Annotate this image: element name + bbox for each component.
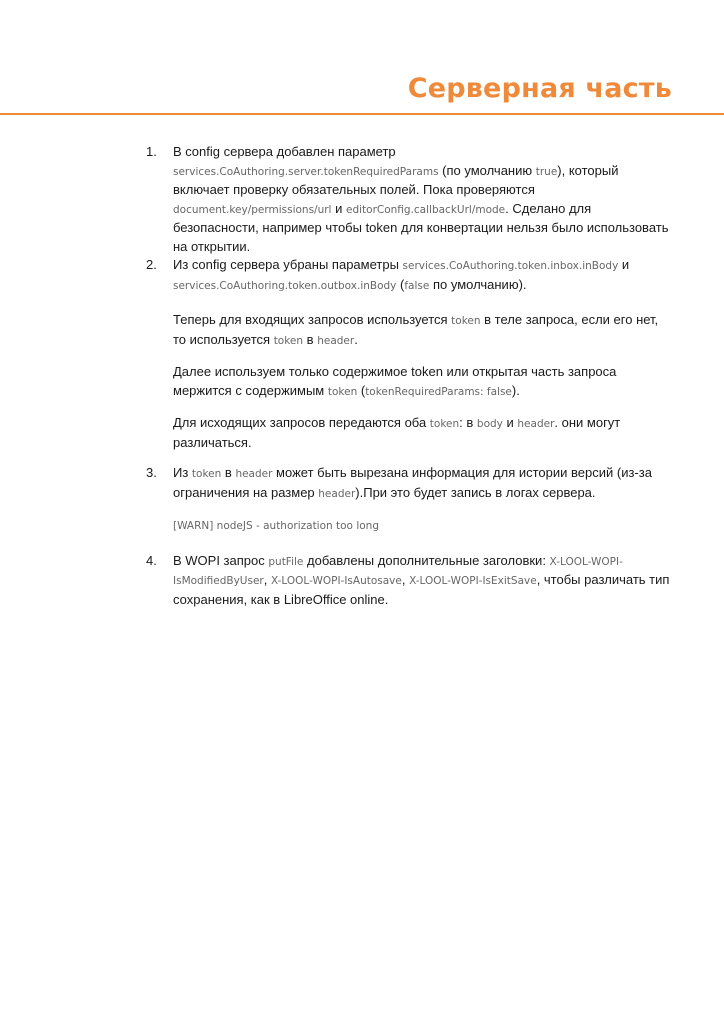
item-number: 2. <box>146 257 157 272</box>
item-text <box>173 143 674 256</box>
text: добавлены дополнительные заголовки: <box>303 552 550 568</box>
code: services.CoAuthoring.server.tokenRequiredParams <box>173 165 439 178</box>
text: ( <box>396 276 405 292</box>
text: ), который включает проверку обязательных полей. Пока проверяются <box>173 162 619 197</box>
code: token <box>429 418 460 430</box>
text: в теле запроса, если его нет, то используется <box>173 312 659 347</box>
list-item-2 <box>146 256 674 452</box>
item-number: 1. <box>146 144 157 159</box>
item-text <box>173 256 674 452</box>
code: tokenRequiredParams: false <box>365 385 512 398</box>
code: true <box>535 165 558 178</box>
text: ). <box>511 382 520 398</box>
text: , <box>263 572 271 587</box>
item-lead <box>173 256 674 295</box>
code: header <box>317 334 355 347</box>
list-item-4 <box>146 552 674 610</box>
code: body <box>476 418 503 430</box>
text: , чтобы различать тип сохранения, как в LibreOffice online. <box>173 572 670 607</box>
item-number: 3. <box>146 465 157 480</box>
text: Далее используем только содержимое token или открытая часть запроса мержится с содержимым <box>173 364 617 398</box>
text: : в <box>459 415 477 430</box>
text: (по умолчанию <box>438 162 536 178</box>
item-lead <box>173 464 674 503</box>
code: X-LOOL-WOPI-IsExitSave <box>409 575 537 587</box>
item-text <box>173 464 674 536</box>
page-title: Серверная часть <box>407 73 672 104</box>
code: editorConfig.callbackUrl/mode <box>345 203 506 216</box>
item-number: 4. <box>146 552 157 568</box>
text: ( <box>357 382 366 398</box>
list-item-3 <box>146 464 674 536</box>
text: и <box>331 200 346 216</box>
title-divider <box>0 113 724 115</box>
text: . <box>354 331 358 347</box>
text: в <box>221 465 236 480</box>
code: token <box>191 468 222 480</box>
paragraph-token-merge <box>173 363 674 401</box>
text: Для исходящих запросов передаются оба <box>173 415 430 430</box>
code: header <box>318 487 356 500</box>
paragraph-incoming <box>173 311 674 350</box>
text: В WOPI запрос <box>173 552 269 568</box>
code: X-LOOL-WOPI-IsModifiedByUser <box>173 555 623 587</box>
text: и <box>618 257 630 272</box>
text: . Сделано для безопасности, например чтобы token для конвертации нельзя было использовать на открытии. <box>173 200 669 254</box>
text: , <box>401 572 410 587</box>
code: header <box>235 468 273 480</box>
text: Из <box>173 465 192 480</box>
code: X-LOOL-WOPI-IsAutosave <box>270 575 402 587</box>
code: services.CoAuthoring.token.inbox.inBody <box>402 260 619 272</box>
document-body <box>146 143 674 609</box>
code: putFile <box>268 555 304 568</box>
item-text <box>173 552 674 610</box>
code: token <box>273 334 304 347</box>
code: token <box>451 315 481 327</box>
code: header <box>517 418 555 430</box>
code: token <box>327 385 358 398</box>
code: false <box>404 279 430 292</box>
text: Из config сервера убраны параметры <box>173 257 403 272</box>
text: . они могут различаться. <box>173 415 621 450</box>
list-item-1 <box>146 143 674 256</box>
text: Теперь для входящих запросов используется <box>173 312 452 327</box>
code: document.key/permissions/url <box>173 203 332 216</box>
paragraph-outgoing <box>173 414 674 452</box>
text: ).При это будет запись в логах сервера. <box>355 484 596 500</box>
text: может быть вырезана информация для истории версий (из-за ограничения на размер <box>173 465 652 500</box>
text: В config сервера добавлен параметр <box>173 144 396 159</box>
log-line: [WARN] nodeJS - authorization too long <box>173 520 379 532</box>
text: в <box>303 331 318 347</box>
text: по умолчанию). <box>429 276 527 292</box>
text: и <box>502 415 518 430</box>
code: services.CoAuthoring.token.outbox.inBody <box>173 279 397 292</box>
